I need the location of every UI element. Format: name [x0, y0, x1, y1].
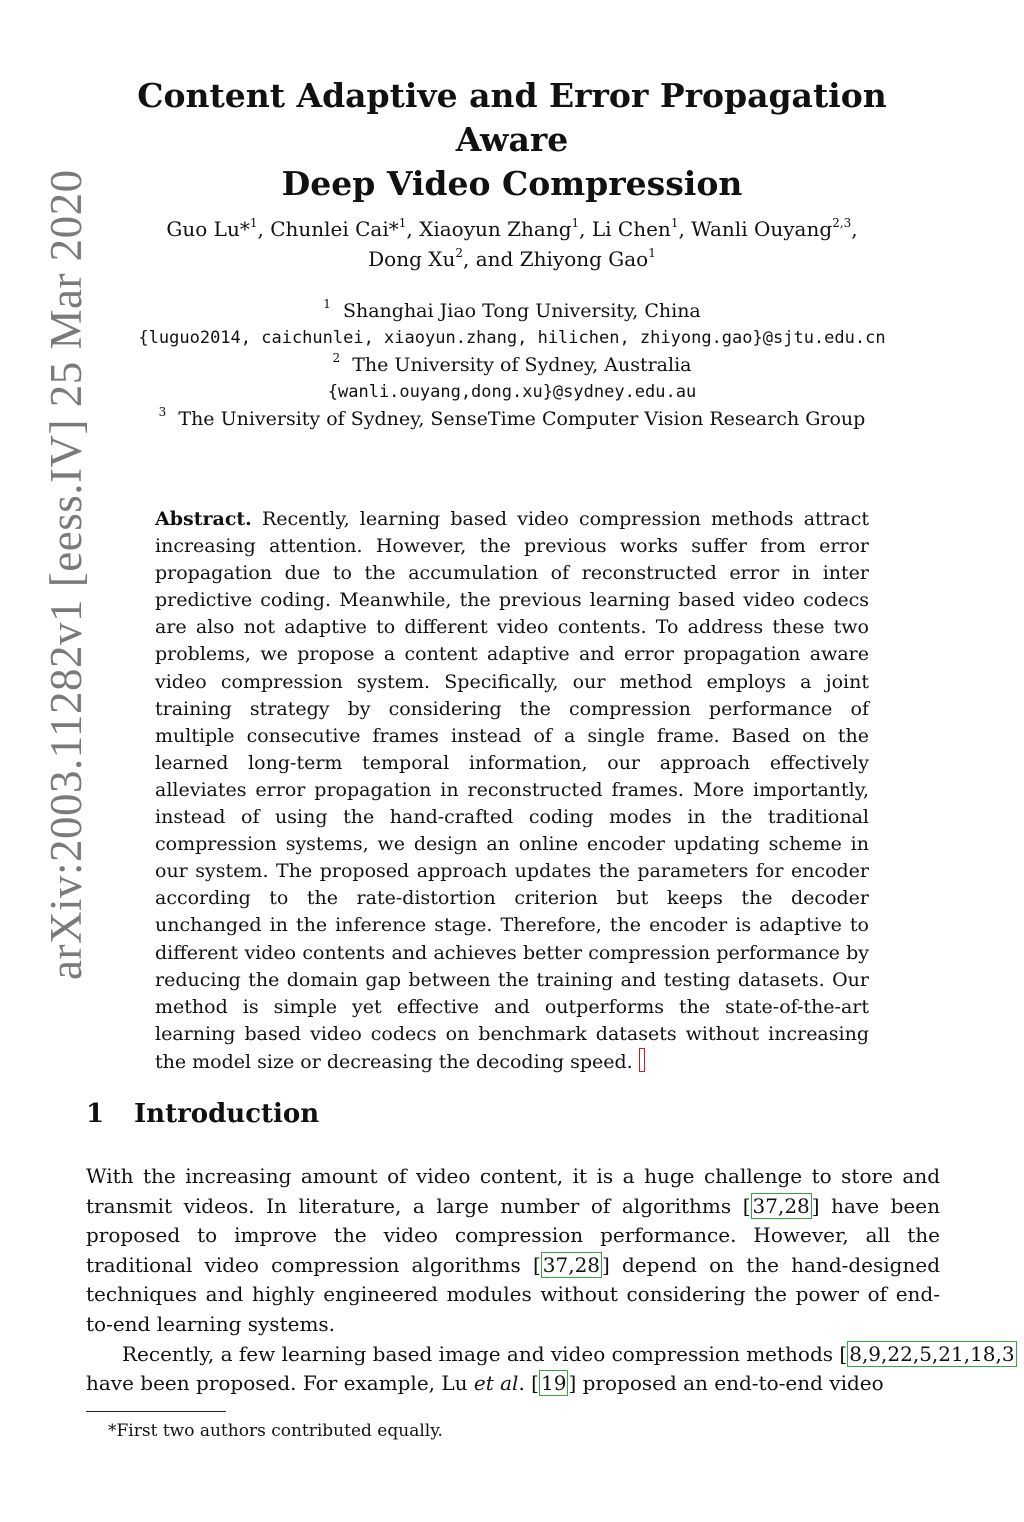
intro-italic: et al.: [473, 1371, 525, 1396]
section-heading: [86, 1094, 319, 1134]
affiliation-email[interactable]: {luguo2014, caichunlei, xiaoyun.zhang, hilichen, zhiyong.gao}@sjtu.edu.cn: [138, 328, 886, 348]
title-line-1: Content Adaptive and Error Propagation Aware: [137, 76, 887, 159]
affiliation-name: Shanghai Jiao Tong University, China: [342, 300, 701, 322]
author-sup: 1: [648, 246, 656, 260]
intro-text: depend on the hand-designed techniques and highly engineered modules without considering the power of end-to-end learning systems.: [86, 1252, 940, 1336]
author-name: Guo Lu*: [166, 217, 250, 241]
author-list: [90, 214, 934, 274]
author-line-1: [90, 214, 934, 244]
author-sep: ,: [851, 217, 858, 241]
author-name: Li Chen: [591, 217, 671, 241]
abstract: [155, 506, 869, 1076]
affiliation-sup: 2: [332, 351, 341, 365]
intro-text: Recently, a few learning based image and video compression methods: [122, 1341, 840, 1366]
abstract-label: Abstract.: [155, 508, 252, 530]
section-title: Introduction: [134, 1099, 320, 1129]
author-name: Chunlei Cai*: [270, 217, 399, 241]
citation-link[interactable]: 37,28: [542, 1252, 601, 1277]
intro-text: have been proposed to improve the video compression performance. However, all the traditional video compression algorithms: [86, 1193, 940, 1277]
intro-text: [525, 1371, 531, 1395]
intro-paragraph-2: Recently, a few learning based image and video compression methods [ 8,9,22,5,21,18,3 have been proposed. For example, Lu et al. [ 19 ] proposed an end-to-end video: [86, 1341, 1015, 1396]
intro-line-overflow: Recently, a few learning based image and video compression methods [ 8,9,22,5,21,18,3: [122, 1341, 1015, 1366]
affiliation-name: The University of Sydney, SenseTime Computer Vision Research Group: [178, 408, 866, 430]
author-sep: ,: [257, 217, 271, 241]
abstract-text: Recently, learning based video compression methods attract increasing attention. However, the previous works suffer from error propagation due to the accumulation of reconstructed error in inter predictive coding. Meanwhile, the previous learning based video codecs are also not adaptive to different video contents. To address these two problems, we propose a content adaptive and error propagation aware video compression system. Specifically, our method employs a joint training strategy by considering the compression performance of multiple consecutive frames instead of a single frame. Based on the learned long-term temporal information, our approach effectively alleviates error propagation in reconstructed frames. More importantly, instead of using the hand-crafted coding modes in the traditional compression systems, we design an online encoder updating scheme in our system. The proposed approach updates the parameters for encoder according to the rate-distortion criterion but keeps the decoder unchanged in the inference stage. Therefore, the encoder is adaptive to different video contents and achieves better compression performance by reducing the domain gap between the training and testing datasets. Our method is simple yet effective and outperforms the state-of-the-art learning based video codecs on benchmark datasets without increasing the model size or decreasing the decoding speed.: [155, 508, 869, 1073]
affiliation-2: [60, 352, 964, 406]
author-sep: ,: [678, 217, 692, 241]
author-sup: 2,3: [832, 216, 852, 230]
author-sep: , and: [463, 247, 520, 271]
affiliation-sup: 1: [323, 297, 331, 311]
author-line-2: [90, 244, 934, 274]
affiliation-name: The University of Sydney, Australia: [352, 354, 692, 376]
arxiv-stamp: arXiv:2003.11282v1 [eess.IV] 25 Mar 2020: [41, 169, 91, 980]
author-name: Zhiyong Gao: [519, 247, 649, 271]
affiliation-3: [60, 406, 964, 433]
author-sup: 1: [249, 216, 258, 230]
citation-link[interactable]: 8,9,22,5,21,18,3: [849, 1341, 1015, 1366]
link-box-marker[interactable]: [639, 1048, 645, 1072]
citation-link[interactable]: 19: [540, 1371, 567, 1396]
author-sup: 1: [571, 216, 580, 230]
author-sep: ,: [406, 217, 420, 241]
author-name: Wanli Ouyang: [691, 217, 833, 241]
footnote-rule: [86, 1411, 226, 1412]
footnote: *First two authors contributed equally.: [108, 1421, 443, 1441]
author-name: Xiaoyun Zhang: [419, 217, 572, 241]
section-number: 1: [86, 1099, 105, 1129]
affiliation-sup: 3: [158, 405, 167, 419]
intro-text: proposed an end-to-end video: [576, 1371, 884, 1396]
affiliation-1: [60, 298, 964, 352]
author-sep: ,: [579, 217, 592, 241]
author-sup: 2: [455, 246, 464, 260]
author-sup: 1: [670, 216, 679, 230]
citation-link[interactable]: 37,28: [752, 1193, 810, 1218]
affiliation-email[interactable]: {wanli.ouyang,dong.xu}@sydney.edu.au: [327, 382, 697, 402]
introduction-body: [86, 1162, 1015, 1399]
author-name: Dong Xu: [368, 247, 456, 271]
title-line-2: Deep Video Compression: [281, 164, 743, 203]
intro-paragraph-1: With the increasing amount of video content, it is a huge challenge to store and transmit videos. In literature, a large number of algorithms [ 37,28 ] have been proposed to improve the video compression performance. However, all the traditional video compression algorithms [ 37,28 ] depend on the hand-designed techniques and highly engineered modules without considering the power of end-to-end learning systems.: [86, 1164, 940, 1336]
intro-text: With the increasing amount of video content, it is a huge challenge to store and transmit videos. In literature, a large number of algorithms: [86, 1164, 940, 1218]
paper-title: [80, 74, 944, 206]
author-sup: 1: [398, 216, 407, 230]
intro-text: have been proposed. For example, Lu: [86, 1371, 474, 1396]
